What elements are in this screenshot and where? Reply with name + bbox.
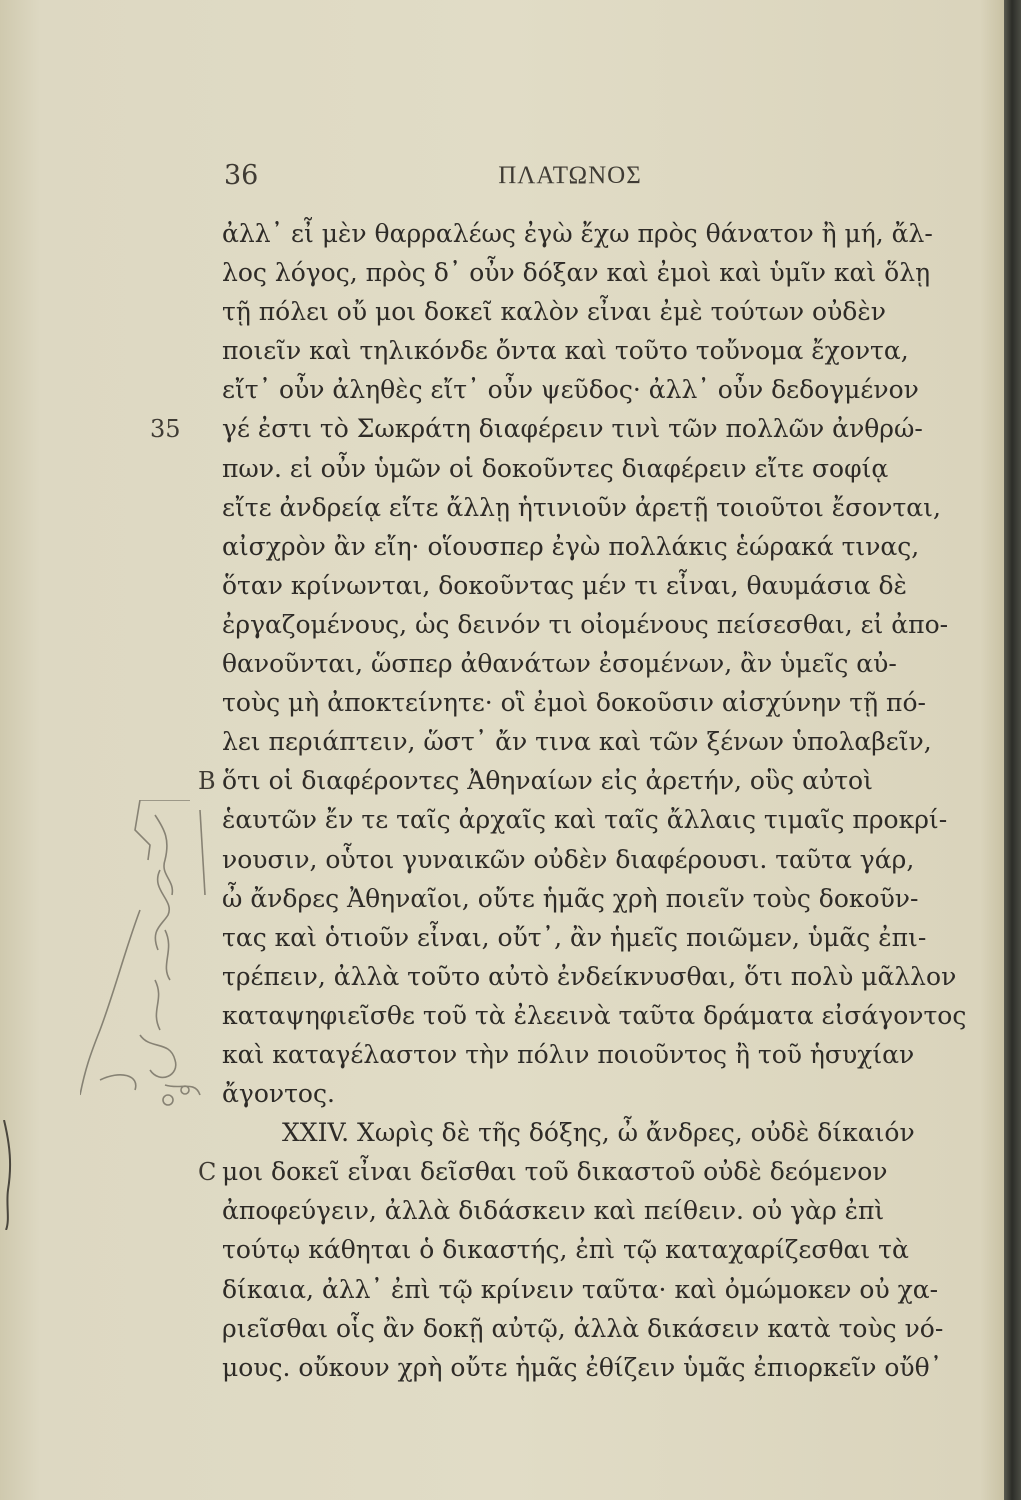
- text-line: ριεῖσθαι οἷς ἂν δοκῇ αὐτῷ, ἀλλὰ δικάσειν κατὰ τοὺς νό-: [222, 1313, 944, 1343]
- text-line: ὦ ἄνδρες Ἀθηναῖοι, οὔτε ἡμᾶς χρὴ ποιεῖν τοὺς δοκοῦν-: [222, 883, 919, 913]
- page-number: 36: [224, 160, 259, 191]
- text-line: ἄγοντος.: [222, 1079, 335, 1109]
- text-line: μους. οὔκουν χρὴ οὔτε ἡμᾶς ἐθίζειν ὑμᾶς ἐπιορκεῖν οὔθ᾽: [222, 1352, 943, 1382]
- text-line: εἴτε ἀνδρείᾳ εἴτε ἄλλῃ ἡτινιοῦν ἀρετῇ τοιοῦτοι ἔσονται,: [222, 492, 941, 522]
- text-line: καὶ καταγέλαστον τὴν πόλιν ποιοῦντος ἢ τοῦ ἡσυχίαν: [222, 1039, 915, 1069]
- chapter-heading-line: XXIV. Χωρὶς δὲ τῆς δόξης, ὦ ἄνδρες, οὐδὲ δίκαιόν: [282, 1118, 915, 1148]
- text-line: δίκαια, ἀλλ᾽ ἐπὶ τῷ κρίνειν ταῦτα· καὶ ὀμώμοκεν οὐ χα-: [222, 1274, 939, 1304]
- page-edge: [1004, 0, 1021, 1500]
- pencil-doodle: [80, 800, 220, 1120]
- text-line: λος λόγος, πρὸς δ᾽ οὖν δόξαν καὶ ἐμοὶ καὶ ὑμῖν καὶ ὅλῃ: [222, 258, 931, 288]
- text-line: τοὺς μὴ ἀποκτείνητε· οἳ ἐμοὶ δοκοῦσιν αἰσχύνην τῇ πό-: [222, 688, 926, 718]
- text-line: τας καὶ ὁτιοῦν εἶναι, οὔτ᾽, ἂν ἡμεῖς ποιῶμεν, ὑμᾶς ἐπι-: [222, 922, 927, 952]
- text-line: ποιεῖν καὶ τηλικόνδε ὄντα καὶ τοῦτο τοὔνομα ἔχοντα,: [222, 336, 909, 366]
- text-line: νουσιν, οὗτοι γυναικῶν οὐδὲν διαφέρουσι. ταῦτα γάρ,: [222, 844, 915, 874]
- text-line: ἀποφεύγειν, ἀλλὰ διδάσκειν καὶ πείθειν. οὐ γὰρ ἐπὶ: [222, 1196, 885, 1226]
- text-line: ἀλλ᾽ εἶ μὲν θαρραλέως ἐγὼ ἔχω πρὸς θάνατον ἢ μή, ἄλ-: [222, 219, 933, 248]
- margin-section-c: C: [198, 1158, 217, 1186]
- text-line: αἰσχρὸν ἂν εἴη· οἵουσπερ ἐγὼ πολλάκις ἑώρακά τινας,: [222, 531, 920, 561]
- text-line: τούτῳ κάθηται ὁ δικαστής, ἐπὶ τῷ καταχαρίζεσθαι τὰ: [222, 1235, 909, 1265]
- text-line: λει περιάπτειν, ὥστ᾽ ἄν τινα καὶ τῶν ξένων ὑπολαβεῖν,: [222, 727, 932, 757]
- text-line: ὅταν κρίνωνται, δοκοῦντας μέν τι εἶναι, θαυμάσια δὲ: [222, 570, 907, 600]
- text-line: θανοῦνται, ὥσπερ ἀθανάτων ἐσομένων, ἂν ὑμεῖς αὐ-: [222, 649, 897, 679]
- running-title: ΠΛΑΤΩΝΟΣ: [498, 162, 642, 189]
- margin-line-number: 35: [150, 415, 181, 443]
- text-line: καταψηφιεῖσθε τοῦ τὰ ἐλεεινὰ ταῦτα δράματα εἰσάγοντος: [222, 1000, 967, 1030]
- text-line: τρέπειν, ἀλλὰ τοῦτο αὐτὸ ἐνδείκνυσθαι, ὅτι πολὺ μᾶλλον: [222, 961, 957, 991]
- text-line: μοι δοκεῖ εἶναι δεῖσθαι τοῦ δικαστοῦ οὐδὲ δεόμενον: [222, 1157, 888, 1187]
- margin-bracket-mark: [0, 1120, 20, 1230]
- text-line: ἐργαζομένους, ὡς δεινόν τι οἰομένους πείσεσθαι, εἰ ἀπο-: [222, 609, 949, 639]
- text-line: γέ ἐστι τὸ Σωκράτη διαφέρειν τινὶ τῶν πολλῶν ἀνθρώ-: [222, 414, 923, 444]
- text-line: ὅτι οἱ διαφέροντες Ἀθηναίων εἰς ἀρετήν, οὓς αὐτοὶ: [222, 766, 873, 796]
- body-text: [222, 214, 972, 1387]
- margin-section-b: B: [198, 767, 216, 795]
- text-line: εἴτ᾽ οὖν ἀληθὲς εἴτ᾽ οὖν ψεῦδος· ἀλλ᾽ οὖν δεδογμένον: [222, 375, 919, 405]
- text-line: πων. εἰ οὖν ὑμῶν οἱ δοκοῦντες διαφέρειν εἴτε σοφίᾳ: [222, 453, 889, 483]
- text-line: ἑαυτῶν ἔν τε ταῖς ἀρχαῖς καὶ ταῖς ἄλλαις τιμαῖς προκρί-: [222, 805, 948, 835]
- text-line: τῇ πόλει οὔ μοι δοκεῖ καλὸν εἶναι ἐμὲ τούτων οὐδὲν: [222, 297, 886, 327]
